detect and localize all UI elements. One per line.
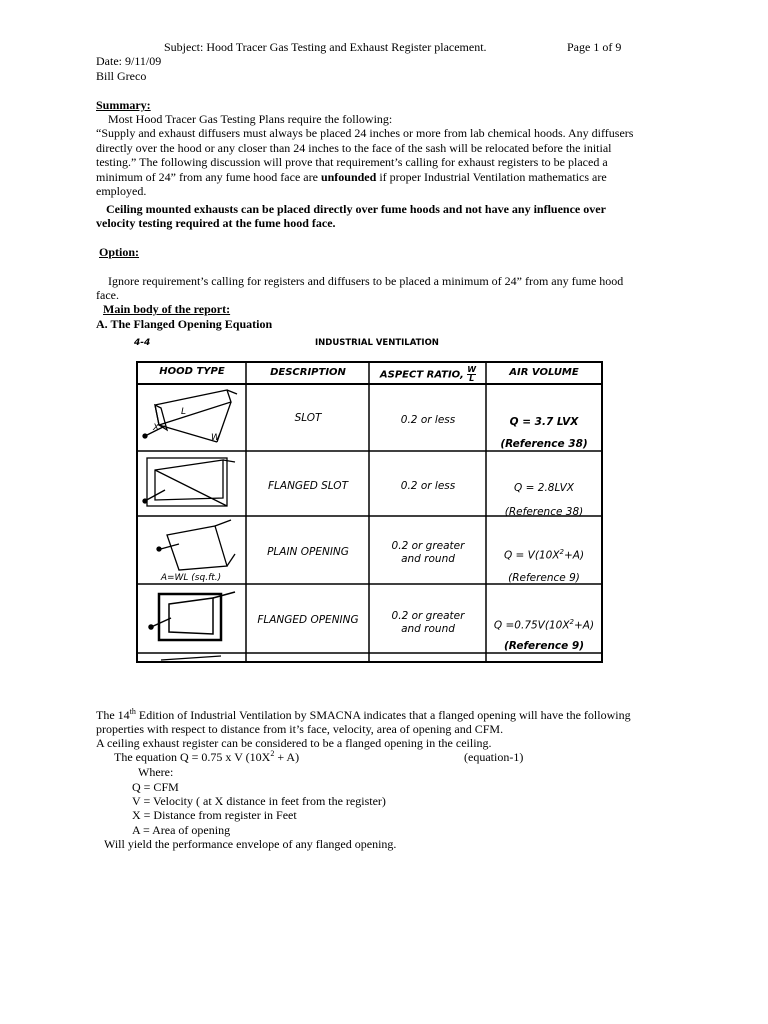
row-plain-opening-ratio-1: 0.2 or greater xyxy=(391,540,465,552)
summary-line-5: employed. xyxy=(96,184,147,198)
page-number: Page 1 of 9 xyxy=(567,40,622,54)
plain-opening-area-note: A=WL (sq.ft.) xyxy=(160,573,222,583)
main-body-heading: Main body of the report: xyxy=(103,302,231,316)
figure-page-ref: 4-4 xyxy=(134,338,151,348)
summary-line-4: minimum of 24” from any fume hood face are unfounded if proper Industrial Ventilation mathematics are xyxy=(96,170,607,184)
row-flanged-opening-reference: (Reference 9) xyxy=(503,640,585,652)
next-row-illustration-partial xyxy=(161,656,221,660)
option-line-1: Ignore requirement’s calling for registers and diffusers to be placed a minimum of 24” from any fume hood xyxy=(108,274,624,288)
header-date: Date: 9/11/09 xyxy=(96,54,162,68)
definition-x: X = Distance from register in Feet xyxy=(132,808,297,822)
option-heading: Option: xyxy=(99,245,140,259)
row-plain-opening-reference: (Reference 9) xyxy=(508,572,580,584)
plain-opening-hood-illustration xyxy=(157,520,235,570)
closing-line: Will yield the performance envelope of any flanged opening. xyxy=(104,837,397,851)
col-header-description: DESCRIPTION xyxy=(270,367,346,378)
flanged-opening-hood-illustration xyxy=(149,592,235,640)
dim-label-w: W xyxy=(211,433,220,443)
summary-bold-line-2: velocity testing required at the fume hood face. xyxy=(96,216,336,230)
figure-caption: INDUSTRIAL VENTILATION xyxy=(315,338,439,348)
row-plain-opening-description: PLAIN OPENING xyxy=(267,546,349,558)
header-author: Bill Greco xyxy=(96,69,147,83)
row-plain-opening-ratio-2: and round xyxy=(401,553,455,565)
where-label: Where: xyxy=(138,765,174,779)
unfounded-emphasis: unfounded xyxy=(320,170,377,184)
summary-heading: Summary: xyxy=(96,98,151,112)
definition-a: A = Area of opening xyxy=(132,823,231,837)
body-paragraph-1-line-1: The 14th Edition of Industrial Ventilation by SMACNA indicates that a flanged opening will have the following xyxy=(96,707,631,722)
equation-1: The equation Q = 0.75 x V $(10X^2 + A)$ xyxy=(114,749,300,764)
flanged-slot-hood-illustration xyxy=(143,458,235,506)
row-flanged-slot-volume: Q = 2.8LVX xyxy=(514,482,574,494)
summary-quote-line-2: directly over the hood or any closer than 24 inches to the face of the sash will be relocated before the initial xyxy=(96,141,612,155)
summary-quote-line-1: “Supply and exhaust diffusers must always be placed 24 inches or more from lab chemical hoods. Any diffusers xyxy=(96,126,634,140)
body-paragraph-2: A ceiling exhaust register can be considered to be a flanged opening in the ceiling. xyxy=(96,736,492,750)
summary-bold-line-1: Ceiling mounted exhausts can be placed directly over fume hoods and not have any influence over xyxy=(106,202,606,216)
header-subject: Subject: Hood Tracer Gas Testing and Exhaust Register placement. xyxy=(164,40,487,54)
definition-q: Q = CFM xyxy=(132,780,179,794)
section-a-heading: A. The Flanged Opening Equation xyxy=(96,317,273,331)
col-header-aspect-ratio: ASPECT RATIO, $\frac{W}{L}$ xyxy=(379,365,477,383)
row-flanged-slot-ratio: 0.2 or less xyxy=(400,480,456,492)
row-slot-volume: Q = 3.7 LVX xyxy=(509,416,579,428)
row-flanged-opening-ratio-1: 0.2 or greater xyxy=(391,610,465,622)
hood-type-table-figure xyxy=(131,330,605,665)
row-slot-description: SLOT xyxy=(294,412,322,424)
dim-label-x: X xyxy=(153,423,160,433)
row-plain-opening-volume: $Q = V(10X^2+A)$ xyxy=(503,548,585,562)
row-flanged-opening-volume: $Q =0.75V(10X^2+A)$ xyxy=(493,618,595,632)
summary-intro: Most Hood Tracer Gas Testing Plans require the following: xyxy=(108,112,393,126)
row-slot-reference: (Reference 38) xyxy=(500,438,588,450)
row-slot-ratio: 0.2 or less xyxy=(400,414,456,426)
summary-quote-line-3: testing.” The following discussion will prove that requirement’s calling for exhaust registers to be placed a xyxy=(96,155,608,169)
col-header-air-volume: AIR VOLUME xyxy=(509,367,579,378)
col-header-hood-type: HOOD TYPE xyxy=(159,366,225,377)
dim-label-l: L xyxy=(181,407,187,417)
row-flanged-opening-ratio-2: and round xyxy=(401,623,455,635)
row-flanged-opening-description: FLANGED OPENING xyxy=(257,614,359,626)
body-paragraph-1-line-2: properties with respect to distance from it’s face, velocity, area of opening and CFM. xyxy=(96,722,504,736)
row-flanged-slot-description: FLANGED SLOT xyxy=(268,480,348,492)
slot-hood-illustration xyxy=(143,390,237,442)
row-flanged-slot-reference: (Reference 38) xyxy=(504,506,584,518)
definition-v: V = Velocity ( at X distance in feet from the register) xyxy=(132,794,386,808)
equation-1-label: (equation-1) xyxy=(464,750,524,764)
option-line-2: face. xyxy=(96,288,119,302)
